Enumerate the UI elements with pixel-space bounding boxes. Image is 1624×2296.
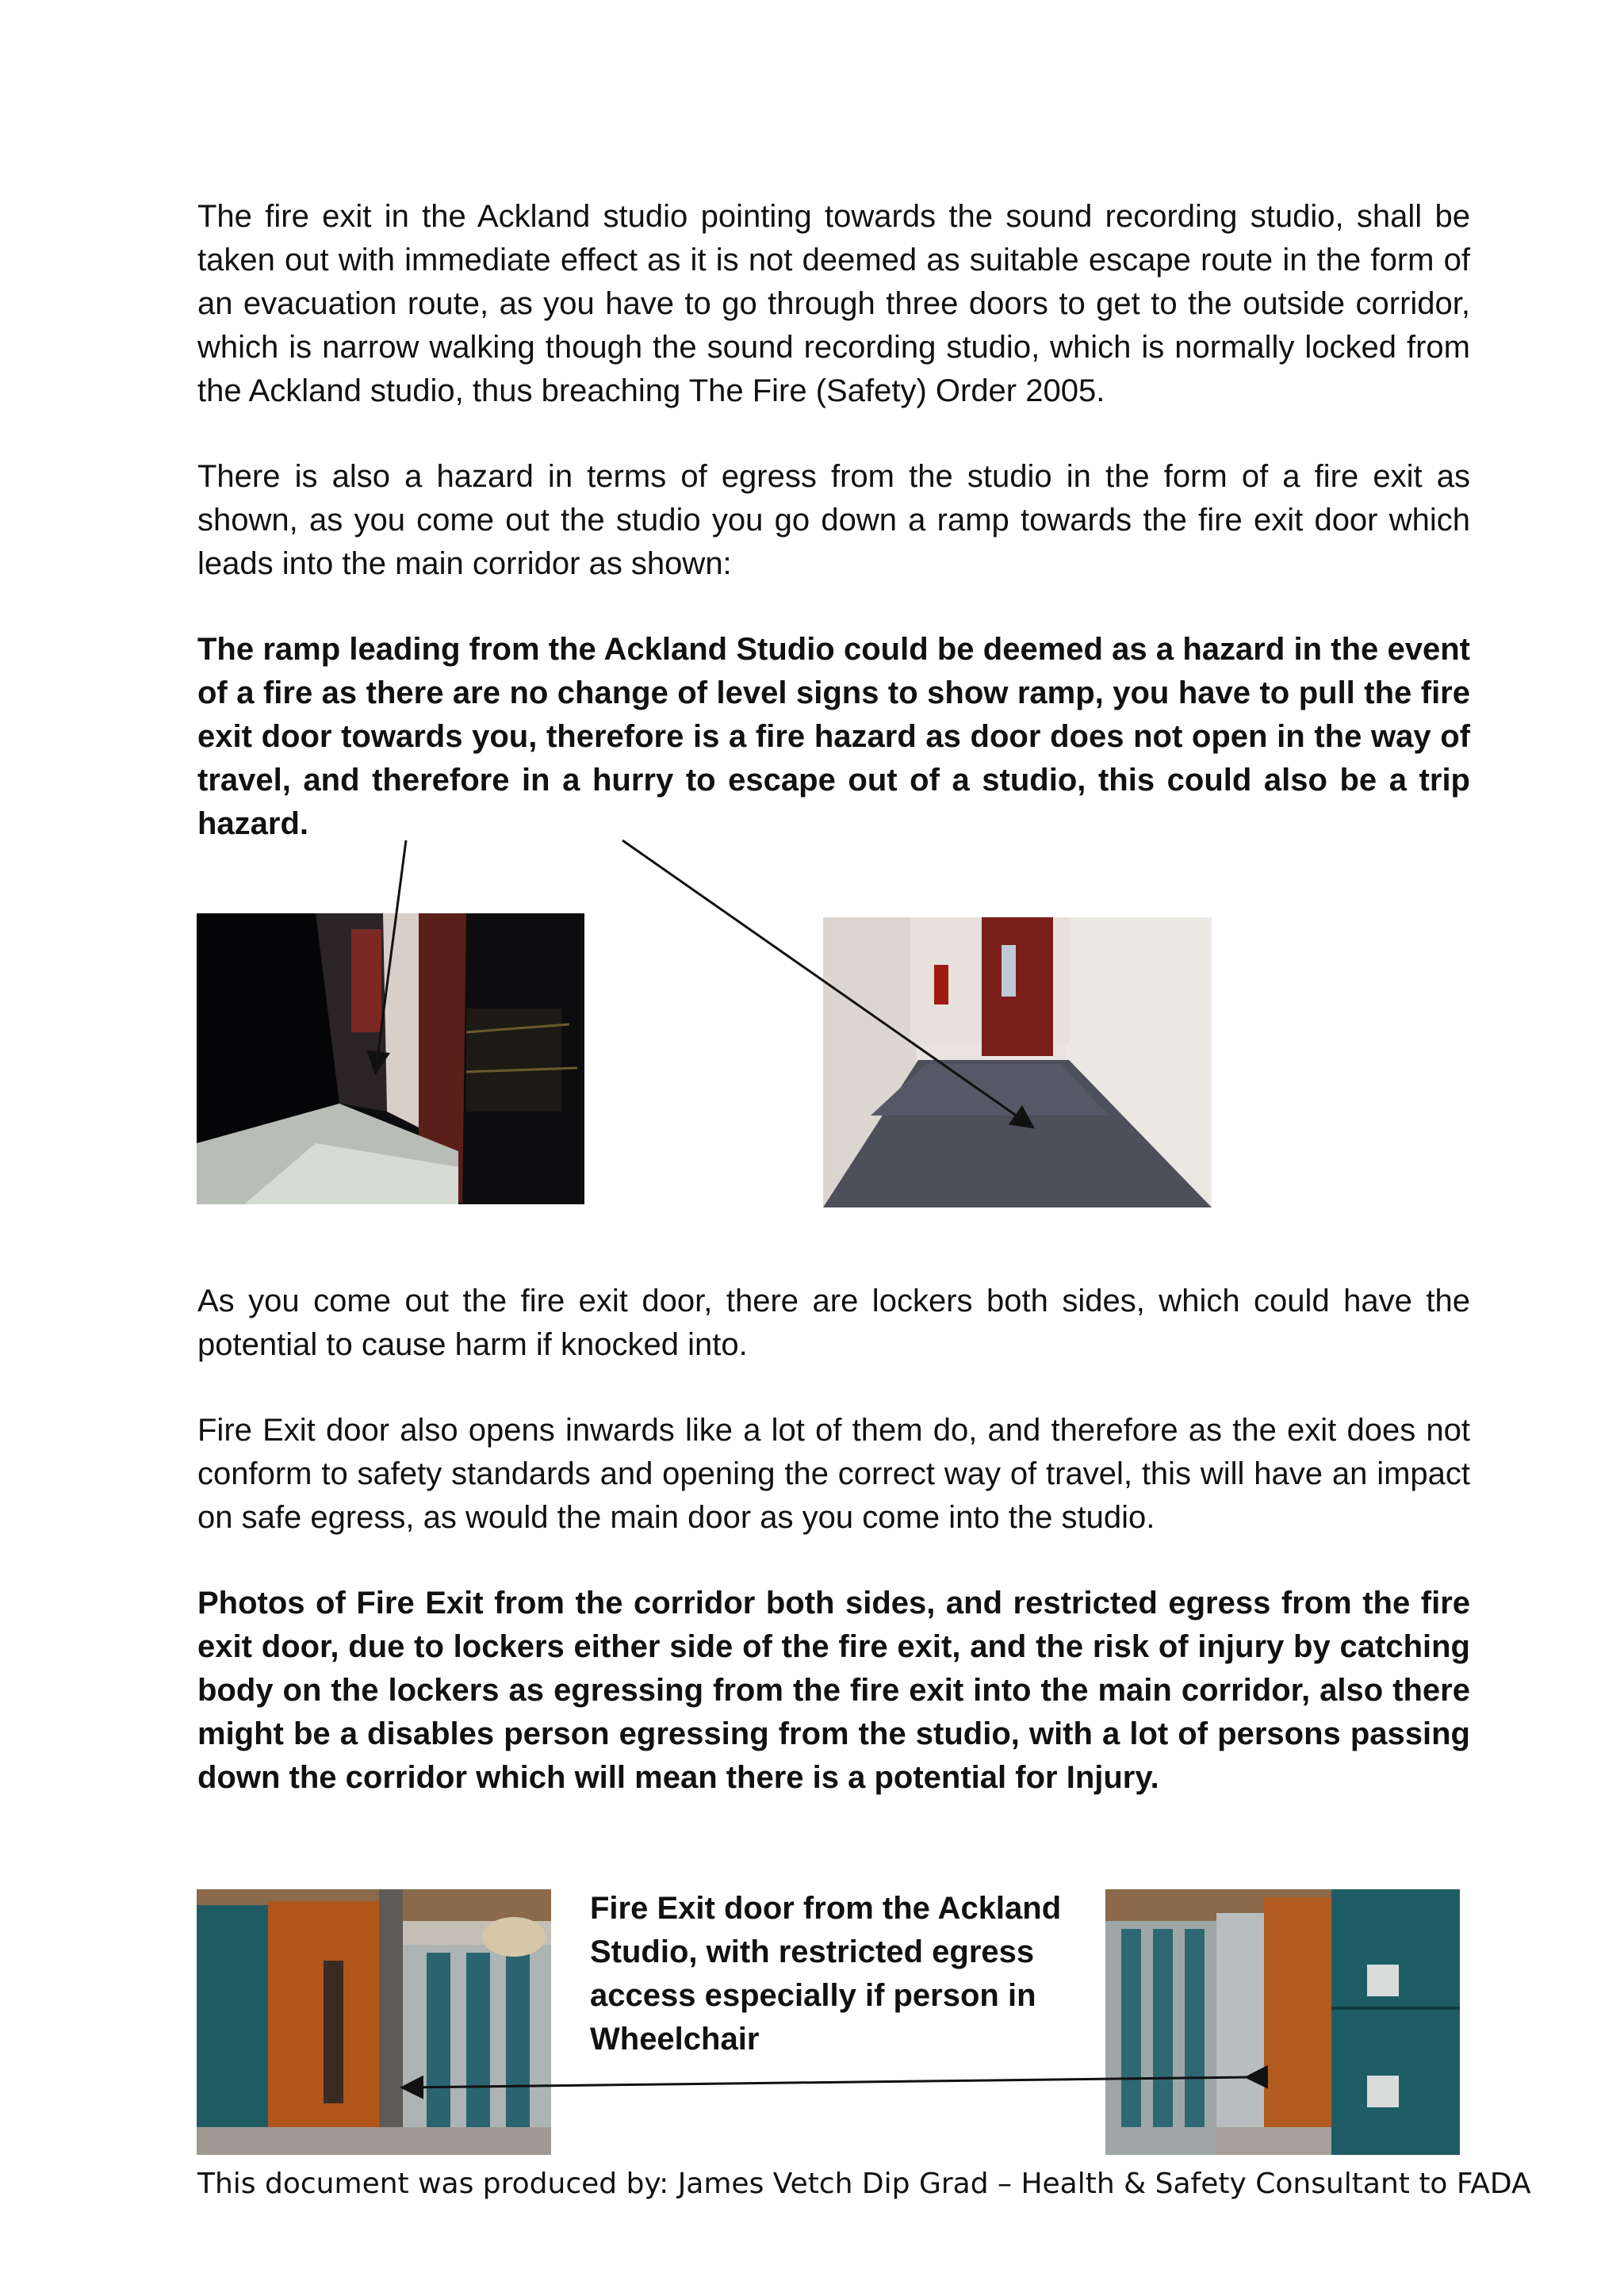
photo-lockers-right bbox=[1105, 1889, 1460, 2155]
paragraph-ramp-hazard: The ramp leading from the Ackland Studio could be deemed as a hazard in the event of a fire as there are no change of level signs to show ramp, you have to pull the fire exit door towards you, therefore is a fire hazard as door does not open in the way of travel, and therefore in a hurry to escape out of a studio, this could also be a trip hazard. bbox=[197, 632, 1470, 841]
photo-lockers-left bbox=[197, 1889, 551, 2155]
footer-author: This document was produced by: James Vetch Dip Grad – Health & Safety Consultant to FADA bbox=[197, 2168, 1531, 2200]
photo-studio-ramp bbox=[197, 913, 584, 1204]
caption-fire-exit-door: Fire Exit door from the Ackland Studio, with restricted egress access especially if person in Wheelchair bbox=[590, 1891, 1062, 2057]
paragraph-photos-description: Photos of Fire Exit from the corridor both sides, and restricted egress from the fire exit door, due to lockers either side of the fire exit, and the risk of injury by catching body on the lockers as egressing from the fire exit into the main corridor, also there might be a disables person egressing from the studio, with a lot of persons passing down the corridor which will mean there is a potential for Injury. bbox=[197, 1586, 1470, 1795]
paragraph-egress-hazard: There is also a hazard in terms of egress from the studio in the form of a fire exit as shown, as you come out the studio you go down a ramp towards the fire exit door which leads into the main corridor as shown: bbox=[197, 459, 1470, 581]
paragraph-fire-exit-ackland: The fire exit in the Ackland studio pointing towards the sound recording studio, shall be taken out with immediate effect as it is not deemed as suitable escape route in the form of an evacuation route, as you have to go through three doors to get to the outside corridor, which is narrow walking though the sound recording studio, which is normally locked from the Ackland studio, thus breaching The Fire (Safety) Order 2005. bbox=[197, 199, 1470, 408]
photo-corridor-fire-exit-door bbox=[823, 917, 1212, 1207]
paragraph-door-opens-inwards: Fire Exit door also opens inwards like a lot of them do, and therefore as the exit does not conform to safety standards and opening the correct way of travel, this will have an impact on safe egress, as would the main door as you come into the studio. bbox=[197, 1413, 1470, 1535]
paragraph-lockers: As you come out the fire exit door, there are lockers both sides, which could have the potential to cause harm if knocked into. bbox=[197, 1284, 1470, 1362]
